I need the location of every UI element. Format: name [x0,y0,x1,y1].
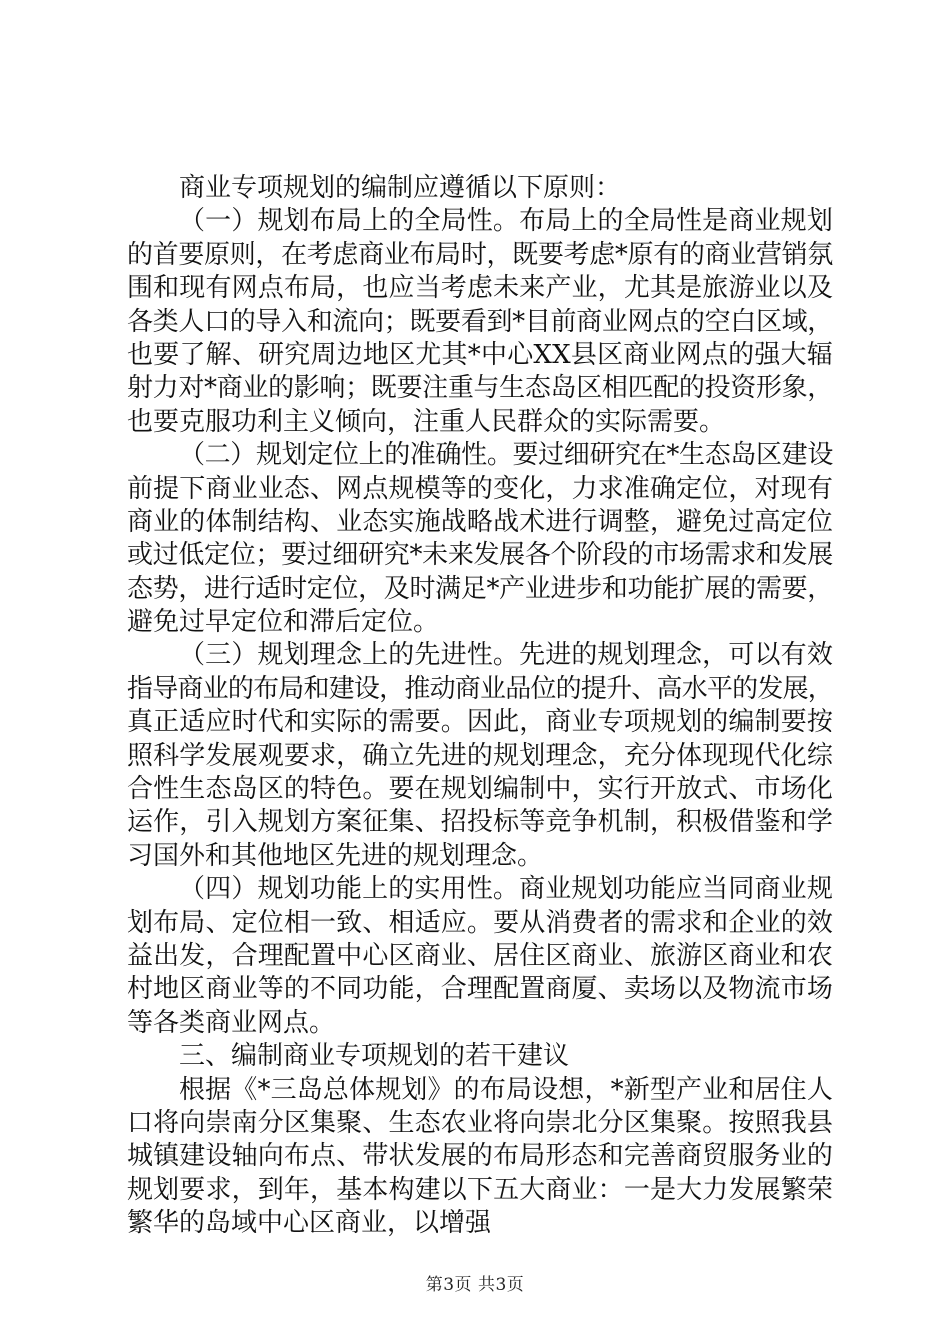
text-line: 三、编制商业专项规划的若干建议 [179,1041,570,1072]
text-line: 根据《*三岛总体规划》的布局设想，*新型产业和居住人 [179,1074,833,1105]
page-footer: 第3页 共3页 [425,1275,525,1295]
text-line: 或过低定位；要过细研究*未来发展各个阶段的市场需求和发展 [127,540,833,571]
document-body [127,172,833,1241]
text-line: 划布局、定位相一致、相适应。要从消费者的需求和企业的效 [127,907,833,938]
text-line: 态势，进行适时定位，及时满足*产业进步和功能扩展的需要， [127,573,833,604]
text-line: 商业的体制结构、业态实施战略战术进行调整，避免过高定位 [127,506,833,537]
text-line: 真正适应时代和实际的需要。因此，商业专项规划的编制要按 [127,707,833,738]
text-line: 等各类商业网点。 [127,1007,336,1038]
text-line: （三）规划理念上的先进性。先进的规划理念，可以有效 [179,640,833,671]
text-line: 商业专项规划的编制应遵循以下原则： [179,173,622,203]
text-line: 益出发，合理配置中心区商业、居住区商业、旅游区商业和农 [127,940,833,971]
text-line: 村地区商业等的不同功能，合理配置商厦、卖场以及物流市场 [127,974,833,1005]
text-line: 城镇建设轴向布点、带状发展的布局形态和完善商贸服务业的 [127,1141,833,1172]
text-line: （四）规划功能上的实用性。商业规划功能应当同商业规 [179,874,833,905]
text-line: 运作，引入规划方案征集、招投标等竞争机制，积极借鉴和学 [127,807,833,838]
text-line: （一）规划布局上的全局性。布局上的全局性是商业规划 [179,206,833,237]
text-line: 射力对*商业的影响；既要注重与生态岛区相匹配的投资形象， [127,373,833,404]
text-line: 习国外和其他地区先进的规划理念。 [127,840,544,871]
text-line: 繁华的岛域中心区商业，以增强 [127,1208,492,1239]
text-line: 各类人口的导入和流向；既要看到*目前商业网点的空白区域， [127,306,833,337]
text-line: 规划要求，到年，基本构建以下五大商业：一是大力发展繁荣 [127,1174,833,1205]
text-line: 照科学发展观要求，确立先进的规划理念，充分体现现代化综 [127,740,833,771]
text-line: 的首要原则，在考虑商业布局时，既要考虑*原有的商业营销氛 [127,239,833,270]
text-line: 口将向崇南分区集聚、生态农业将向崇北分区集聚。按照我县 [127,1107,833,1138]
text-line: （二）规划定位上的准确性。要过细研究在*生态岛区建设 [179,440,833,471]
text-line: 前提下商业业态、网点规模等的变化，力求准确定位，对现有 [127,473,833,504]
text-line: 指导商业的布局和建设，推动商业品位的提升、高水平的发展， [127,673,833,704]
text-line: 围和现有网点布局，也应当考虑未来产业，尤其是旅游业以及 [127,273,833,304]
text-line: 合性生态岛区的特色。要在规划编制中，实行开放式、市场化 [127,774,833,805]
text-line: 也要克服功利主义倾向，注重人民群众的实际需要。 [127,406,726,437]
text-line: 也要了解、研究周边地区尤其*中心XX县区商业网点的强大辐 [127,339,833,370]
text-line: 避免过早定位和滞后定位。 [127,607,440,638]
